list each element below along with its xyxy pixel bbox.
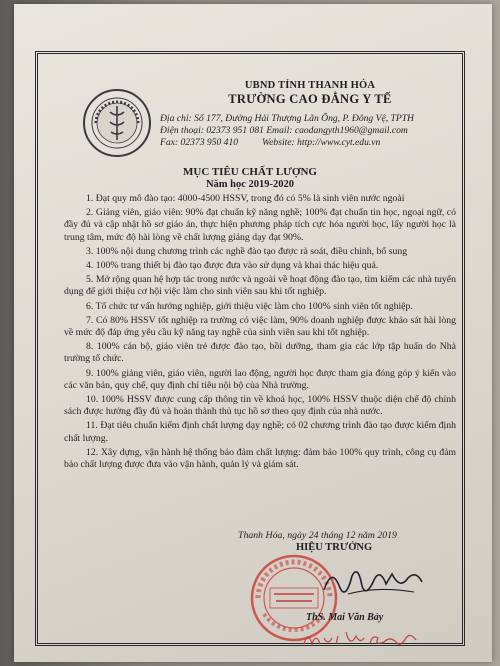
objective-item: 8. 100% cán bộ, giáo viên trẻ được đào tạo, bồi dưỡng, tham gia các lớp tập huấn do Nhà trường tổ chức. [64,341,456,365]
objective-item: 4. 100% trang thiết bị đào tạo được đưa vào sử dụng và khai thác hiệu quả. [86,260,379,272]
objective-item: 2. Giảng viên, giáo viên: 90% đạt chuẩn kỹ năng nghề; 100% đạt chuẩn tin học, ngoại ngữ, có đầy đủ và cập nhật hồ sơ giáo án, thực hiện phương pháp tích cực hóa người học, lấy người học là trung tâm, mức độ hài lòng về chất lượng giảng dạy đạt 90%. [64,207,456,243]
objective-item: 6. Tổ chức tư vấn hướng nghiệp, giới thiệu việc làm cho 100% sinh viên tốt nghiệp. [86,300,413,312]
phone-email-line: Điện thoại: 02373 951 081 Email: caodangyth1960@gmail.com [160,125,408,136]
place-date: Thanh Hóa, ngày 24 tháng 12 năm 2019 [238,530,397,541]
objective-item: 12. Xây dựng, vận hành hệ thống bảo đảm chất lượng: đảm bảo 100% quy trình, công cụ đảm bảo chất lượng được đưa vào vận hành, quản lý và giám sát. [64,446,456,471]
signer-name: ThS. Mai Văn Bảy [306,612,384,623]
signer-role: HIỆU TRƯỞNG [296,542,373,553]
handwritten-signature-icon [318,560,428,604]
college-logo-icon [82,88,152,158]
objective-item: 3. 100% nội dung chương trình các nghề đào tạo được rà soát, điều chỉnh, bổ sung [86,245,408,257]
school-name: TRƯỜNG CAO ĐẲNG Y TẾ [228,92,392,106]
objective-item: 5. Mở rộng quan hệ hợp tác trong nước và ngoài về hoạt động đào tạo, tìm kiếm các nhà tuyển dụng để giới thiệu cơ hội việc làm cho sinh viên sau khi tốt nghiệp. [64,274,456,298]
objective-item: 10. 100% HSSV được cung cấp thông tin về khoá học, 100% HSSV thuộc diện chế độ chính sách được hưởng đầy đủ và hoàn thành thủ tục hồ sơ theo quy định của nhà nước. [64,394,456,418]
fax-website-line: Fax: 02373 950 410 Website: http://www.cyt.edu.vn [160,137,381,148]
document-subtitle: Năm học 2019-2020 [205,179,295,190]
authority-heading: UBND TỈNH THANH HÓA [244,80,376,91]
handwritten-name-icon [300,626,420,650]
objective-item: 9. 100% giảng viên, giáo viên, người lao động, người học được tham gia đóng góp ý kiến vào các văn bản, quy chế, quy định chỉ tiêu nội bộ của Nhà trường. [64,367,456,391]
objectives-list [64,193,456,473]
objective-item: 1. Đạt quy mô đào tạo: 4000-4500 HSSV, trong đó có 5% là sinh viên nước ngoài [86,193,405,204]
objective-item: 11. Đạt tiêu chuẩn kiểm định chất lượng dạy nghề; có 02 chương trình đào tạo được kiểm định chất lượng. [64,420,456,444]
document-title: MỤC TIÊU CHẤT LƯỢNG [183,166,317,178]
address-line: Địa chỉ: Số 177, Đường Hải Thượng Lãn Ông, P. Đông Vệ, TPTH [160,113,414,124]
objective-item: 7. Có 80% HSSV tốt nghiệp ra trường có việc làm, 90% doanh nghiệp được khảo sát hài lòng về mức độ đáp ứng yêu cầu kỹ năng tay nghề của sinh viên sau khi tốt nghiệp. [64,314,456,339]
